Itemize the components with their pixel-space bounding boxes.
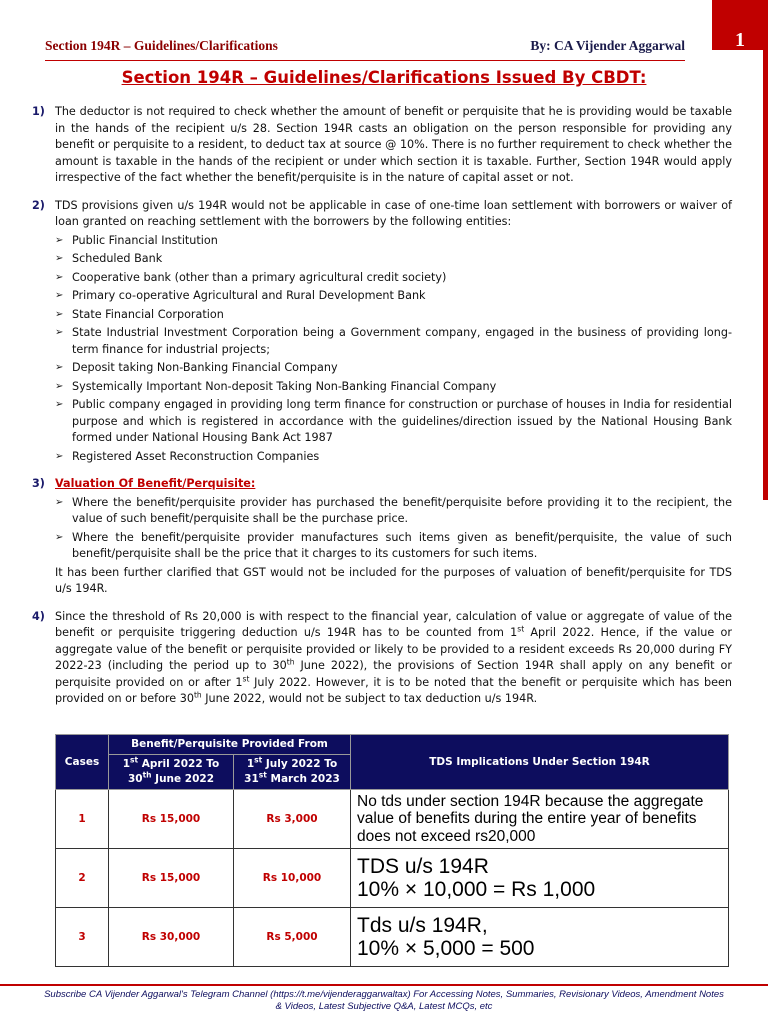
point-4-text: Since the threshold of Rs 20,000 is with respect to the financial year, calculation of value or aggregate of value of the benefit or perquisite triggering deduction u/s 194R has to be counted from 1 bbox=[55, 609, 732, 639]
footer-note: Subscribe CA Vijender Aggarwal's Telegram Channel (https://t.me/vijenderaggarwaltax) For Accessing Notes, Summaries, Revisionary Videos, Amendment Notes & Videos, Latest Subjective Q&A, Latest MCQs, etc bbox=[44, 989, 724, 1012]
page-title bbox=[0, 68, 768, 87]
point-1 bbox=[32, 104, 732, 187]
list-item: ➢ Primary co-operative Agricultural and Rural Development Bank bbox=[55, 288, 732, 305]
gst-note: It has been further clarified that GST would not be included for the purposes of valuation of benefit/perquisite for TDS u/s 194R. bbox=[55, 565, 732, 595]
point-1-number: 1) bbox=[32, 105, 45, 118]
superscript: st bbox=[517, 624, 525, 634]
table-row bbox=[56, 790, 729, 849]
list-item: ➢ Scheduled Bank bbox=[55, 251, 732, 268]
point-1-text: The deductor is not required to check whether the amount of benefit or perquisite that he is providing would be taxable in the hands of the recipient u/s 28. Section 194R casts an obligation on the person responsible for providing any benefit or perquisite to a resident, to deduct tax at source @ 10%. There is no further requirement to check whether the amount is taxable in the hands of the recipient or under which section it is taxable. Further, Section 194R would apply irrespective of the fact whether the benefit/perquisite is in the nature of capital asset or not. bbox=[55, 105, 732, 184]
list-item: ➢ Where the benefit/perquisite provider has purchased the benefit/perquisite before providing it to the recipient, the value of such benefit/perquisite shall be the purchase price. bbox=[55, 495, 732, 528]
point-2 bbox=[32, 198, 732, 466]
list-item: ➢ Deposit taking Non-Banking Financial Company bbox=[55, 360, 732, 377]
list-item: ➢ Where the benefit/perquisite provider manufactures such items given as benefit/perquisite, the value of such benefit/perquisite shall be the price that it charges to its customers for such items. bbox=[55, 530, 732, 563]
amount-period-1: Rs 15,000 bbox=[109, 790, 234, 849]
running-header bbox=[45, 36, 685, 61]
header-period-1: 1st April 2022 To 30th June 2022 bbox=[109, 755, 234, 790]
implication-calc: 10% × 5,000 = 500 bbox=[357, 937, 535, 960]
header-cases: Cases bbox=[56, 735, 109, 790]
header-tds-implications: TDS Implications Under Section 194R bbox=[351, 735, 729, 790]
list-item: ➢ Public company engaged in providing long term finance for construction or purchase of houses in India for residential purpose and which is registered in accordance with the guidelines/direction issued by the National Housing Bank formed under National Housing Bank Act 1987 bbox=[55, 397, 732, 447]
footer-divider bbox=[0, 984, 768, 986]
point-3 bbox=[32, 476, 732, 598]
amount-period-2: Rs 10,000 bbox=[234, 849, 351, 908]
valuation-list bbox=[55, 495, 732, 563]
implication-text: TDS u/s 194R bbox=[357, 854, 489, 878]
header-period-2: 1st July 2022 To 31st March 2023 bbox=[234, 755, 351, 790]
tds-implication bbox=[351, 849, 729, 908]
point-4-number: 4) bbox=[32, 609, 45, 623]
point-3-number: 3) bbox=[32, 477, 45, 490]
list-item: ➢ Public Financial Institution bbox=[55, 233, 732, 250]
tds-implication bbox=[351, 908, 729, 967]
case-number: 2 bbox=[56, 849, 109, 908]
list-item: ➢ Registered Asset Reconstruction Companies bbox=[55, 449, 732, 466]
implication-text: Tds u/s 194R, bbox=[357, 913, 488, 937]
superscript: st bbox=[242, 673, 250, 683]
list-item: ➢ State Financial Corporation bbox=[55, 307, 732, 324]
header-author: By: CA Vijender Aggarwal bbox=[530, 38, 685, 53]
superscript: th bbox=[286, 657, 295, 667]
list-item: ➢ Cooperative bank (other than a primary agricultural credit society) bbox=[55, 270, 732, 287]
point-2-text: TDS provisions given u/s 194R would not be applicable in case of one-time loan settlement with borrowers or waiver of loan granted on reaching settlement with the borrowers by the following entities: bbox=[55, 198, 732, 228]
tds-implication bbox=[351, 790, 729, 849]
point-4 bbox=[32, 609, 732, 708]
case-number: 3 bbox=[56, 908, 109, 967]
point-2-number: 2) bbox=[32, 198, 45, 212]
list-item: ➢ State Industrial Investment Corporation being a Government company, engaged in the business of providing long-term finance for industrial projects; bbox=[55, 325, 732, 358]
page-number: 1 bbox=[712, 0, 768, 50]
entity-list bbox=[55, 233, 732, 466]
list-item: ➢ Systemically Important Non-deposit Taking Non-Banking Financial Company bbox=[55, 379, 732, 396]
point-4-text: June 2022, would not be subject to tax deduction u/s 194R. bbox=[201, 692, 538, 705]
header-left: Section 194R – Guidelines/Clarifications bbox=[45, 38, 278, 53]
implication-calc: 10% × 10,000 = Rs 1,000 bbox=[357, 878, 596, 901]
point-4-text: July 2022. However, it is to be noted that the benefit or perquisite which has been provided on or before 30 bbox=[55, 675, 732, 705]
right-edge-bar bbox=[763, 50, 768, 500]
table-row bbox=[56, 908, 729, 967]
point-4-text: June 2022), the provisions of Section 194R shall apply on any benefit or perquisite provided on or after 1 bbox=[55, 659, 732, 689]
document-body bbox=[32, 104, 732, 708]
amount-period-1: Rs 30,000 bbox=[109, 908, 234, 967]
tds-cases-table bbox=[55, 734, 729, 967]
header-provided-from: Benefit/Perquisite Provided From bbox=[109, 735, 351, 755]
case-number: 1 bbox=[56, 790, 109, 849]
table-row bbox=[56, 849, 729, 908]
page-title-text: Section 194R – Guidelines/Clarifications Issued By CBDT: bbox=[121, 68, 647, 87]
amount-period-2: Rs 3,000 bbox=[234, 790, 351, 849]
implication-text: No tds under section 194R because the aggregate value of benefits during the entire year of benefits does not exceed rs20,000 bbox=[357, 793, 704, 845]
point-4-text: April 2022. Hence, if the value or aggregate value of the benefit or perquisite provided or likely to be provided to a resident exceeds Rs 20,000 during FY 2022-23 (including the period up to 30 bbox=[55, 626, 732, 672]
superscript: th bbox=[193, 690, 202, 700]
amount-period-1: Rs 15,000 bbox=[109, 849, 234, 908]
valuation-heading: Valuation Of Benefit/Perquisite: bbox=[55, 477, 256, 490]
amount-period-2: Rs 5,000 bbox=[234, 908, 351, 967]
